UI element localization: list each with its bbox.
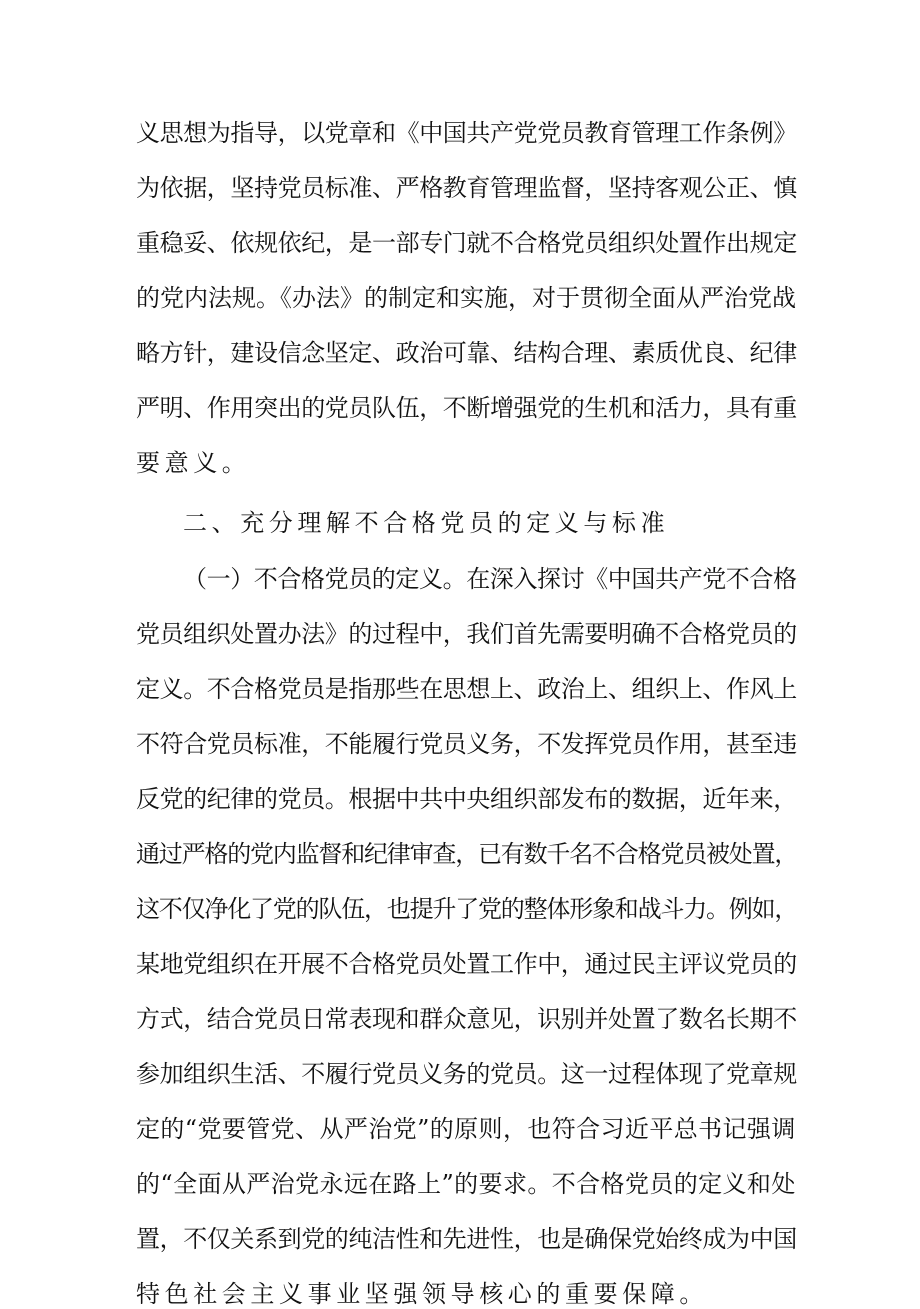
text-line: 定的“党要管党、从严治党”的原则，也符合习近平总书记强调 [136,1115,796,1143]
text-line: 定义。不合格党员是指那些在思想上、政治上、组织上、作风上 [136,675,797,703]
text-line: 某地党组织在开展不合格党员处置工作中，通过民主评议党员的 [136,950,797,978]
text-line: 特色社会主义事业坚强领导核心的重要保障。 [136,1280,708,1308]
text-line: 这不仅净化了党的队伍，也提升了党的整体形象和战斗力。例如， [136,895,798,923]
text-line: 通过严格的党内监督和纪律审查，已有数千名不合格党员被处置， [136,840,798,868]
text-line: 方式，结合党员日常表现和群众意见，识别并处置了数名长期不 [136,1005,797,1033]
text-line: 为依据，坚持党员标准、严格教育管理监督，坚持客观公正、慎 [136,174,797,202]
text-line: 反党的纪律的党员。根据中共中央组织部发布的数据，近年来， [136,785,797,813]
text-line: 严明、作用突出的党员队伍，不断增强党的生机和活力，具有重 [136,394,797,422]
section-heading: 二、充分理解不合格党员的定义与标准 [183,509,670,537]
text-line: 的党内法规。《办法》的制定和实施，对于贯彻全面从严治党战 [136,284,796,312]
text-line: 略方针，建设信念坚定、政治可靠、结构合理、素质优良、纪律 [136,339,797,367]
text-line: 不符合党员标准，不能履行党员义务，不发挥党员作用，甚至违 [136,730,797,758]
text-line: 重稳妥、依规依纪，是一部专门就不合格党员组织处置作出规定 [136,229,797,257]
text-line: （一）不合格党员的定义。在深入探讨《中国共产党不合格 [183,565,797,593]
text-line: 的“全面从严治党永远在路上”的要求。不合格党员的定义和处 [136,1170,796,1198]
text-line: 参加组织生活、不履行党员义务的党员。这一过程体现了党章规 [136,1060,797,1088]
text-line: 置，不仅关系到党的纯洁性和先进性，也是确保党始终成为中国 [136,1225,797,1253]
text-line: 义思想为指导，以党章和《中国共产党党员教育管理工作条例》 [136,119,797,147]
text-line: 要意义。 [136,449,251,477]
text-line: 党员组织处置办法》的过程中，我们首先需要明确不合格党员的 [136,620,797,648]
